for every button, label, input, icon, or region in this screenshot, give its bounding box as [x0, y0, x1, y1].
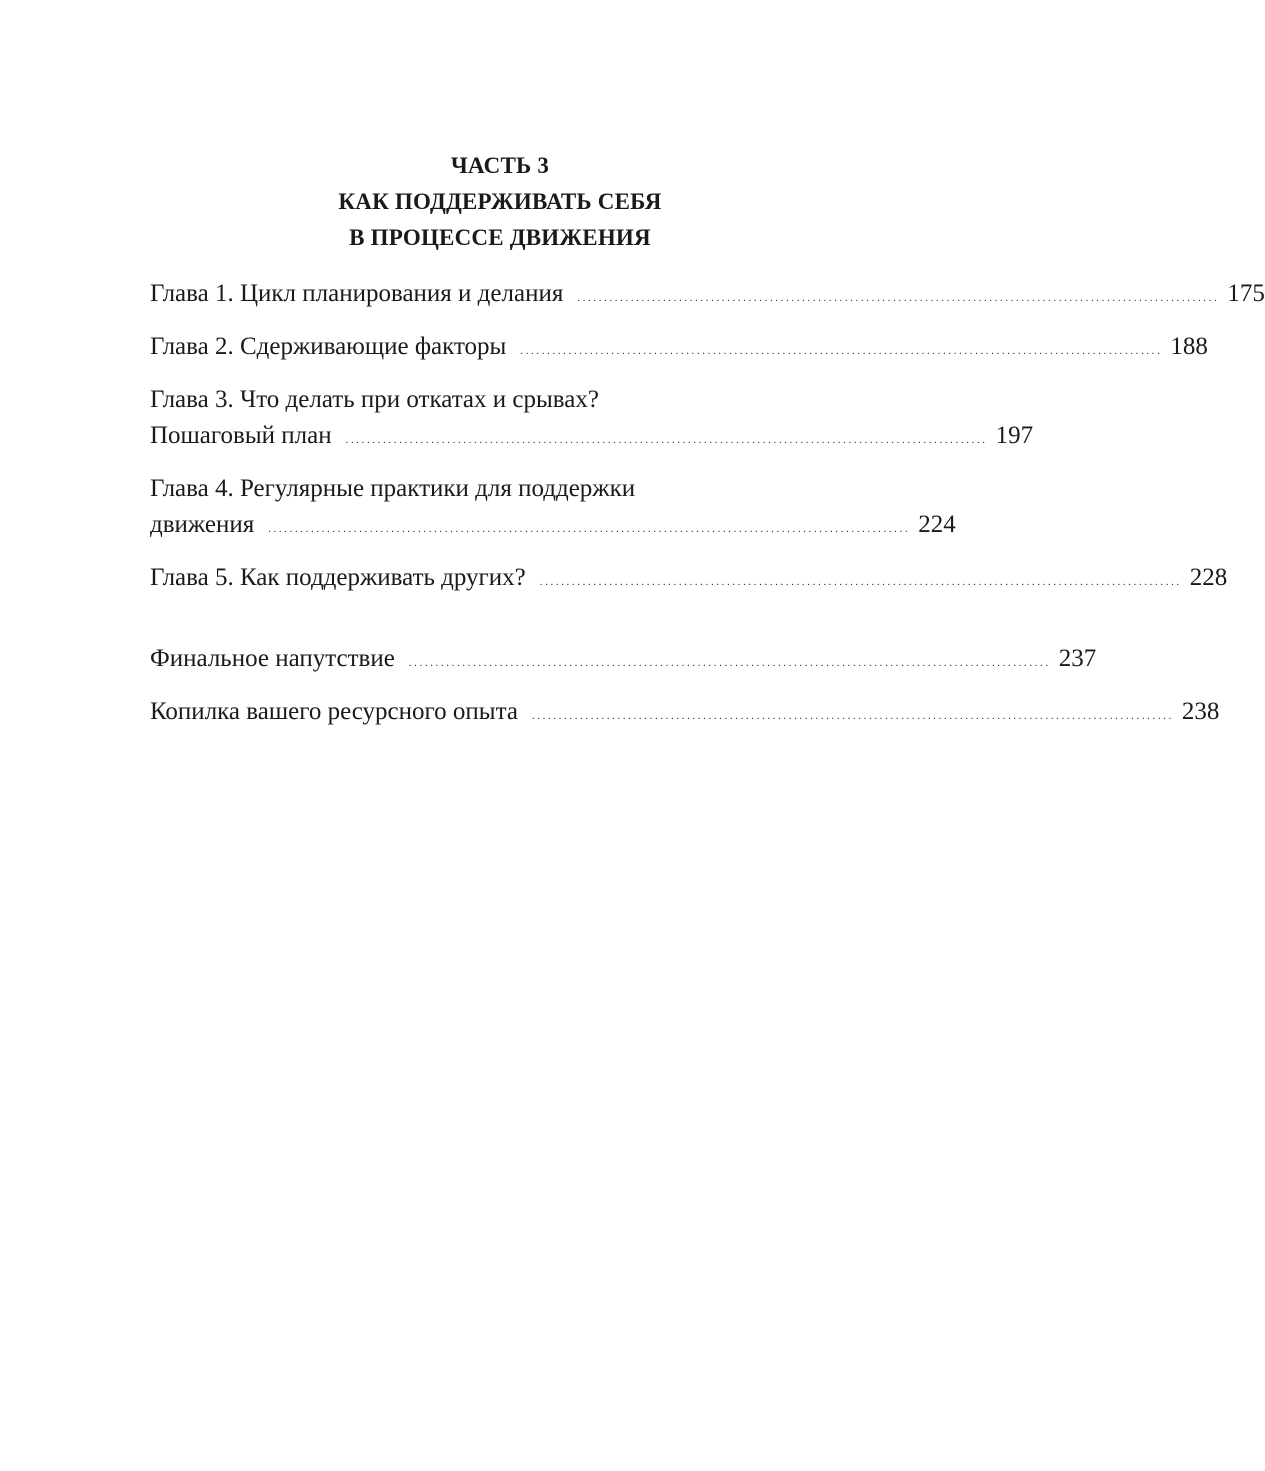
entry-title-line-1: Глава 3. Что делать при откатах и срывах? — [150, 386, 599, 413]
chapter-list — [150, 276, 1265, 600]
entry-title: Глава 2. Сдерживающие факторы — [150, 333, 507, 360]
leader-dots: ........................................................................................................................ — [520, 345, 1163, 357]
page-number: 188 — [1170, 333, 1208, 360]
leader-dots: ........................................................................................................................ — [268, 523, 911, 535]
leader-dots: ........................................................................................................................ — [577, 292, 1220, 304]
leader-dots: ........................................................................................................................ — [539, 576, 1182, 588]
page-number: 237 — [1058, 645, 1097, 672]
leader-dots: ........................................................................................................................ — [345, 434, 988, 446]
entry-title-line-2: движения — [150, 511, 255, 538]
toc-entry-chapter-3[interactable] — [150, 382, 1034, 458]
leader-dots: ........................................................................................................................ — [531, 710, 1174, 722]
toc-entry-chapter-4[interactable] — [150, 471, 956, 547]
page-number: 175 — [1227, 280, 1265, 307]
leader-dots: ........................................................................................................................ — [408, 657, 1051, 669]
page-number: 228 — [1189, 564, 1228, 591]
entry-title-line-2: Пошаговый план — [150, 422, 332, 449]
part-number: ЧАСТЬ 3 — [450, 153, 550, 178]
toc-entry-resource-bank[interactable] — [150, 694, 1220, 734]
page-number: 238 — [1181, 698, 1220, 725]
toc-entry-chapter-1[interactable] — [150, 276, 1265, 316]
entry-title: Глава 1. Цикл планирования и делания — [150, 280, 564, 307]
part-heading — [0, 148, 1000, 256]
page-number: 197 — [995, 422, 1034, 449]
entry-title: Финальное напутствие — [150, 645, 395, 672]
page-number: 224 — [918, 511, 956, 538]
entry-title: Глава 5. Как поддерживать других? — [150, 564, 526, 591]
toc-entry-chapter-2[interactable] — [150, 329, 1208, 369]
toc-entry-chapter-5[interactable] — [150, 560, 1228, 600]
part-title-line-1: КАК ПОДДЕРЖИВАТЬ СЕБЯ — [338, 189, 662, 214]
closing-list — [150, 641, 1220, 734]
entry-title: Копилка вашего ресурсного опыта — [150, 698, 518, 725]
entry-title-line-1: Глава 4. Регулярные практики для поддержки — [150, 475, 636, 502]
toc-entry-final-words[interactable] — [150, 641, 1097, 681]
part-title-line-2: В ПРОЦЕССЕ ДВИЖЕНИЯ — [349, 225, 651, 250]
